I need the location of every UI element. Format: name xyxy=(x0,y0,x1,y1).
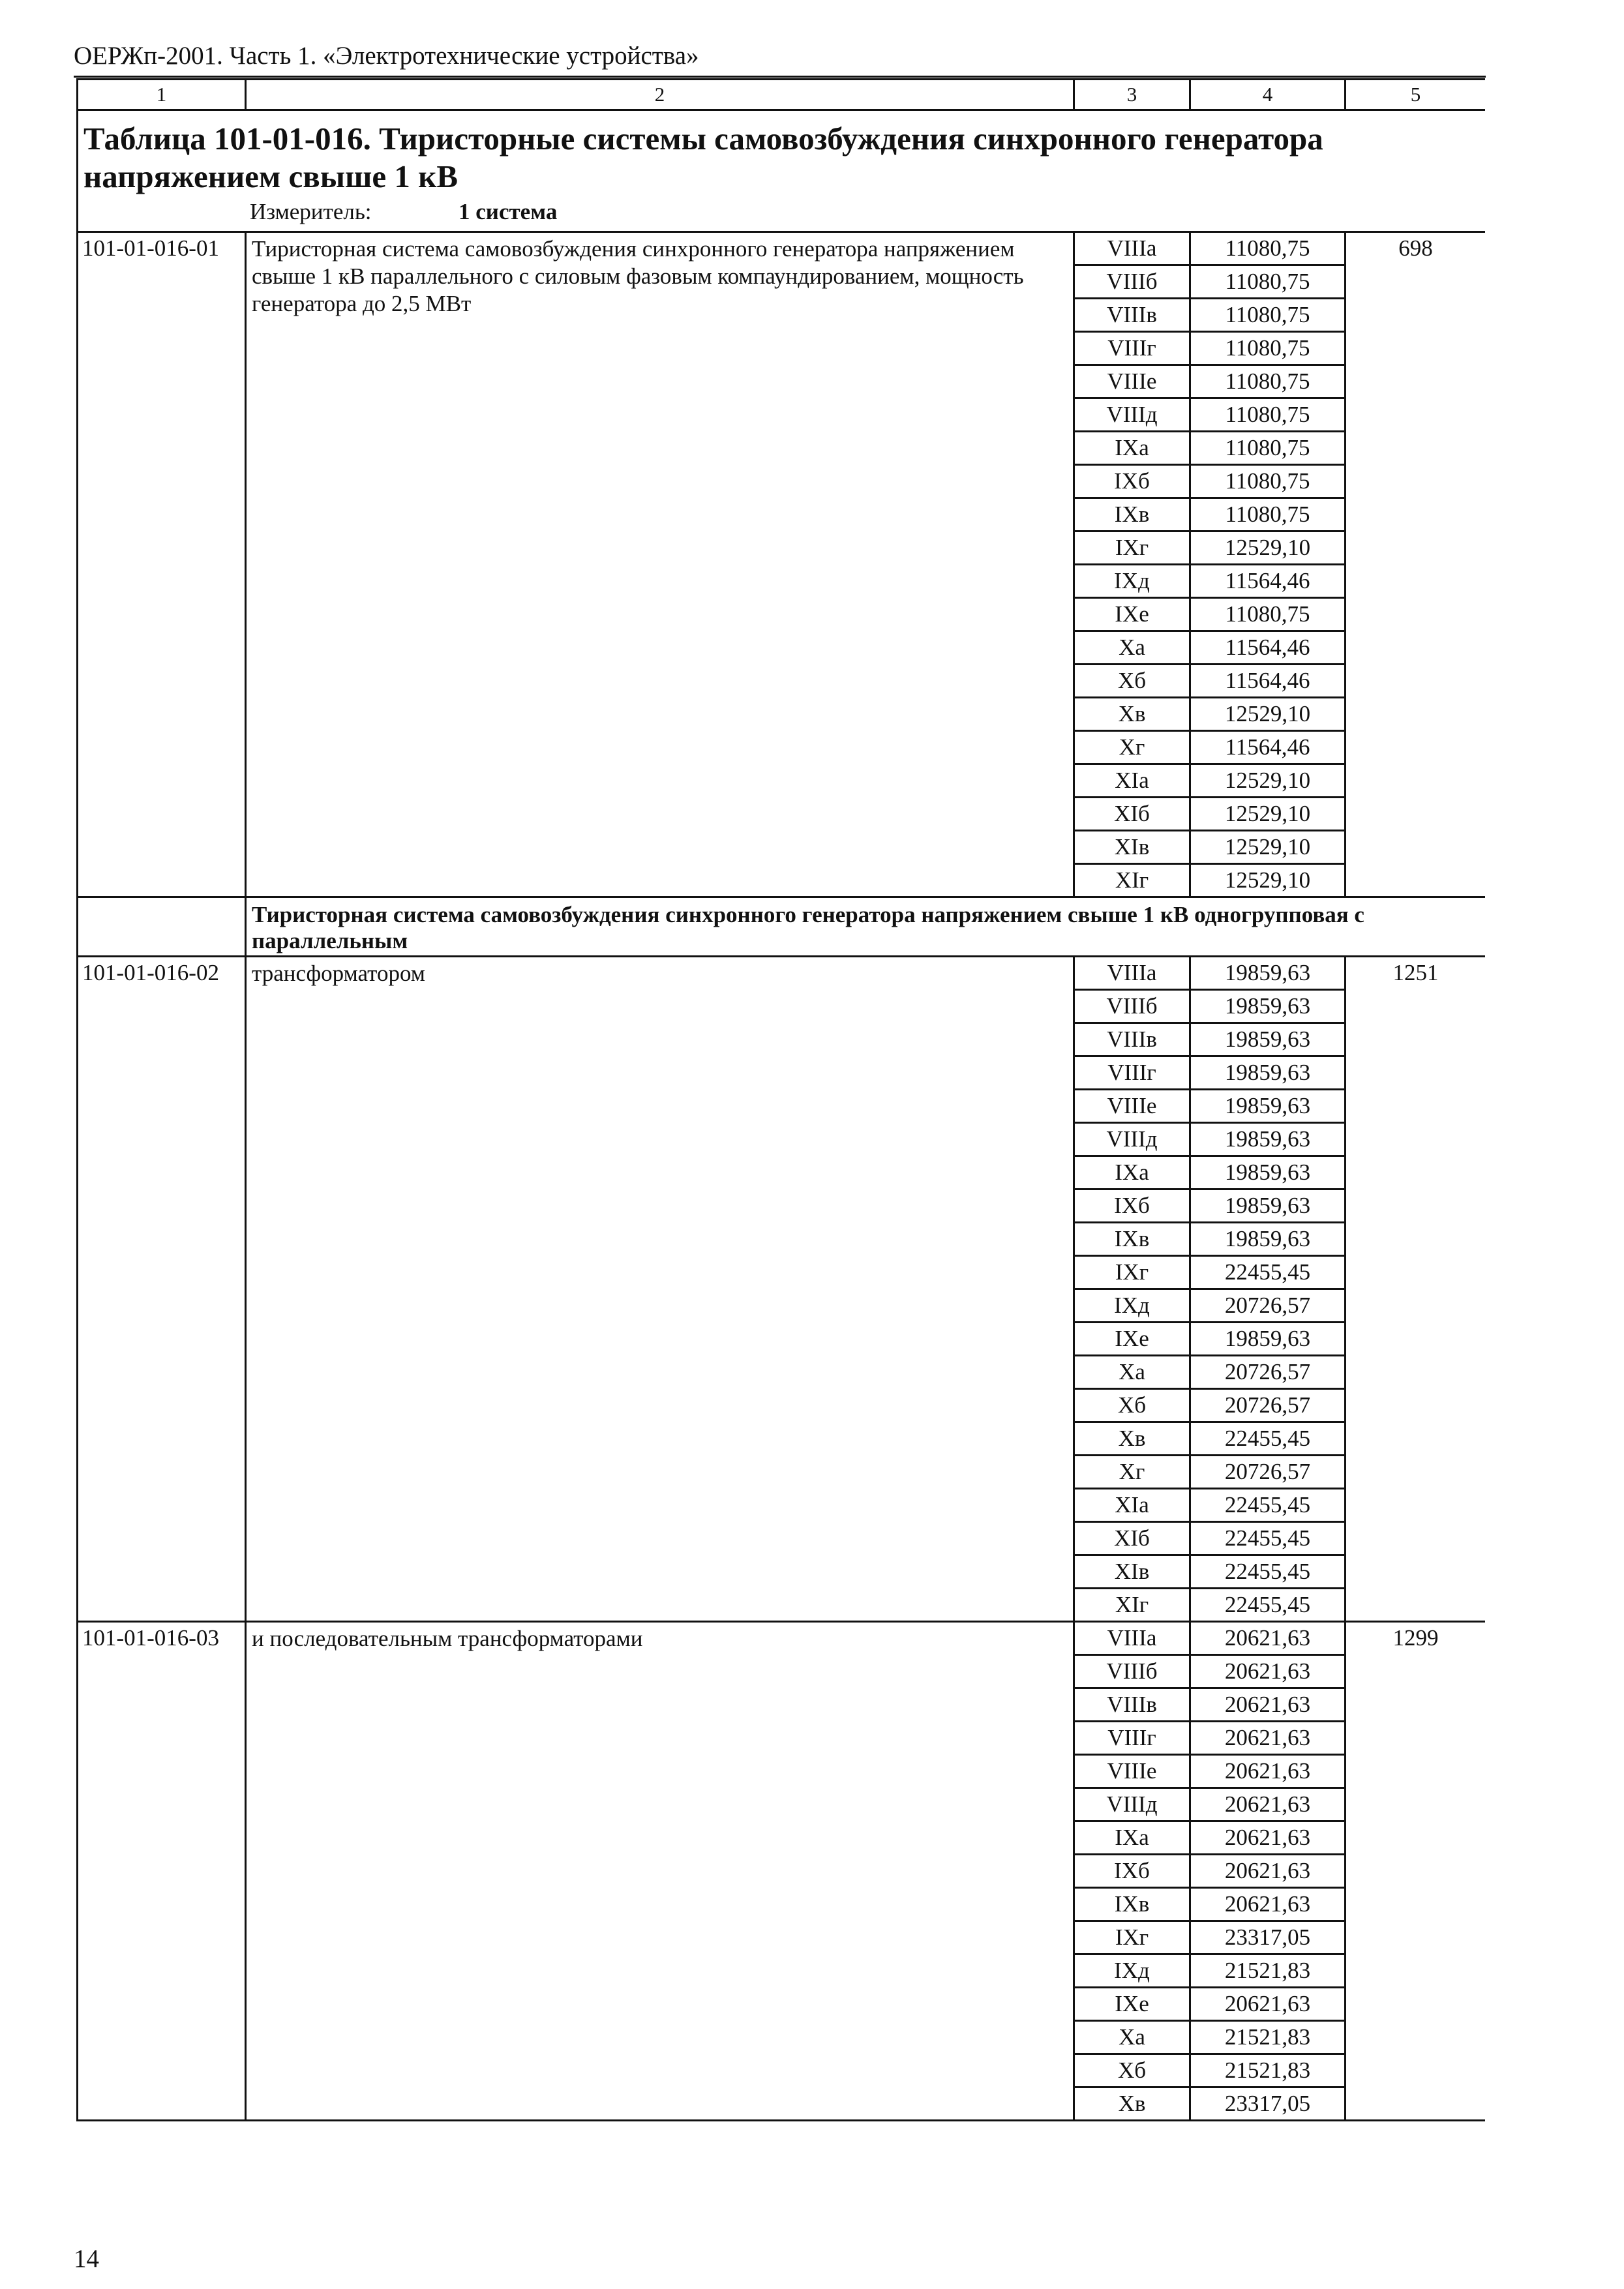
price-value-cell: 11080,75 xyxy=(1190,598,1346,631)
price-value-cell: 11564,46 xyxy=(1190,631,1346,665)
price-value-cell: 19859,63 xyxy=(1190,957,1346,990)
category-cell: VIIIе xyxy=(1074,1090,1190,1123)
price-value-cell: 21521,83 xyxy=(1190,1954,1346,1988)
column-number: 1 xyxy=(78,80,246,110)
category-cell: IXд xyxy=(1074,1954,1190,1988)
category-cell: VIIIд xyxy=(1074,1123,1190,1156)
category-cell: Xа xyxy=(1074,1356,1190,1389)
price-value-cell: 20621,63 xyxy=(1190,1688,1346,1722)
table-row xyxy=(78,957,1486,990)
column-number: 2 xyxy=(246,80,1074,110)
measure-unit xyxy=(83,198,1480,226)
price-table xyxy=(76,78,1485,2121)
record-description: Тиристорная система самовозбуждения синхронного генератора напряжением свыше 1 кВ параллельного с силовым фазовым компаундированием, мощность генератора до 2,5 МВт xyxy=(246,232,1074,897)
price-value-cell: 11080,75 xyxy=(1190,332,1346,365)
price-value-cell: 11080,75 xyxy=(1190,498,1346,531)
price-value-cell: 22455,45 xyxy=(1190,1422,1346,1456)
record-description: трансформатором xyxy=(246,957,1074,1622)
price-value-cell: 19859,63 xyxy=(1190,1023,1346,1056)
price-value-cell: 22455,45 xyxy=(1190,1489,1346,1522)
group-heading: Тиристорная система самовозбуждения синхронного генератора напряжением свыше 1 кВ одногрупповая с параллельным xyxy=(246,897,1486,957)
price-value-cell: 12529,10 xyxy=(1190,864,1346,897)
category-cell: Xг xyxy=(1074,731,1190,764)
category-cell: IXд xyxy=(1074,565,1190,598)
category-cell: Xб xyxy=(1074,2054,1190,2087)
price-value-cell: 20621,63 xyxy=(1190,1722,1346,1755)
price-value-cell: 20621,63 xyxy=(1190,1855,1346,1888)
price-value-cell: 11080,75 xyxy=(1190,232,1346,265)
category-cell: VIIIв xyxy=(1074,1688,1190,1722)
category-cell: Xб xyxy=(1074,665,1190,698)
table-row xyxy=(78,232,1486,265)
category-cell: IXг xyxy=(1074,1921,1190,1954)
record-col5-value: 1251 xyxy=(1346,957,1486,1622)
price-value-cell: 20726,57 xyxy=(1190,1389,1346,1422)
category-cell: VIIIд xyxy=(1074,1788,1190,1821)
price-value-cell: 20621,63 xyxy=(1190,1788,1346,1821)
price-value-cell: 20726,57 xyxy=(1190,1456,1346,1489)
category-cell: Xв xyxy=(1074,1422,1190,1456)
price-value-cell: 11080,75 xyxy=(1190,299,1346,332)
measure-unit-label: Измеритель: xyxy=(250,199,372,224)
category-cell: XIб xyxy=(1074,798,1190,831)
category-cell: XIг xyxy=(1074,864,1190,897)
running-header: ОЕРЖп-2001. Часть 1. «Электротехнические устройства» xyxy=(74,42,699,70)
price-value-cell: 19859,63 xyxy=(1190,1223,1346,1256)
price-value-cell: 19859,63 xyxy=(1190,1090,1346,1123)
record-code: 101-01-016-02 xyxy=(78,957,246,1622)
category-cell: IXа xyxy=(1074,1156,1190,1189)
table-title-cell xyxy=(78,110,1486,232)
category-cell: VIIIв xyxy=(1074,299,1190,332)
price-value-cell: 21521,83 xyxy=(1190,2021,1346,2054)
category-cell: VIIIв xyxy=(1074,1023,1190,1056)
category-cell: Xв xyxy=(1074,2087,1190,2121)
price-value-cell: 20621,63 xyxy=(1190,1755,1346,1788)
category-cell: IXд xyxy=(1074,1289,1190,1323)
measure-unit-value: 1 система xyxy=(459,199,558,224)
category-cell: IXб xyxy=(1074,1189,1190,1223)
price-value-cell: 20726,57 xyxy=(1190,1356,1346,1389)
column-number-row xyxy=(78,80,1486,110)
record-col5-value: 1299 xyxy=(1346,1622,1486,2121)
price-value-cell: 20726,57 xyxy=(1190,1289,1346,1323)
column-number: 5 xyxy=(1346,80,1486,110)
category-cell: VIIIб xyxy=(1074,1655,1190,1688)
record-code: 101-01-016-03 xyxy=(78,1622,246,2121)
category-cell: VIIIд xyxy=(1074,398,1190,432)
document-table-wrapper xyxy=(76,78,1485,2242)
category-cell: IXв xyxy=(1074,1888,1190,1921)
category-cell: IXа xyxy=(1074,432,1190,465)
category-cell: XIа xyxy=(1074,764,1190,798)
category-cell: XIв xyxy=(1074,831,1190,864)
category-cell: IXв xyxy=(1074,1223,1190,1256)
category-cell: XIа xyxy=(1074,1489,1190,1522)
category-cell: IXа xyxy=(1074,1821,1190,1855)
price-value-cell: 11080,75 xyxy=(1190,265,1346,299)
price-value-cell: 22455,45 xyxy=(1190,1555,1346,1589)
category-cell: VIIIб xyxy=(1074,990,1190,1023)
header-rule xyxy=(74,76,1486,78)
category-cell: Xа xyxy=(1074,631,1190,665)
category-cell: IXе xyxy=(1074,598,1190,631)
category-cell: IXв xyxy=(1074,498,1190,531)
category-cell: VIIIе xyxy=(1074,1755,1190,1788)
category-cell: VIIIб xyxy=(1074,265,1190,299)
price-value-cell: 19859,63 xyxy=(1190,990,1346,1023)
record-description: и последовательным трансформаторами xyxy=(246,1622,1074,2121)
category-cell: VIIIг xyxy=(1074,1722,1190,1755)
category-cell: IXг xyxy=(1074,531,1190,565)
price-value-cell: 22455,45 xyxy=(1190,1589,1346,1622)
table-title: Таблица 101-01-016. Тиристорные системы самовозбуждения синхронного генератора напряжением свыше 1 кВ xyxy=(83,121,1323,194)
category-cell: IXг xyxy=(1074,1256,1190,1289)
price-value-cell: 20621,63 xyxy=(1190,1888,1346,1921)
price-value-cell: 11564,46 xyxy=(1190,565,1346,598)
price-value-cell: 19859,63 xyxy=(1190,1056,1346,1090)
category-cell: Xб xyxy=(1074,1389,1190,1422)
category-cell: VIIIа xyxy=(1074,232,1190,265)
price-value-cell: 23317,05 xyxy=(1190,1921,1346,1954)
table-title-row xyxy=(78,110,1486,232)
price-value-cell: 12529,10 xyxy=(1190,531,1346,565)
column-number: 4 xyxy=(1190,80,1346,110)
price-value-cell: 19859,63 xyxy=(1190,1123,1346,1156)
category-cell: IXб xyxy=(1074,1855,1190,1888)
category-cell: VIIIа xyxy=(1074,1622,1190,1655)
price-value-cell: 20621,63 xyxy=(1190,1655,1346,1688)
price-value-cell: 11080,75 xyxy=(1190,398,1346,432)
price-value-cell: 12529,10 xyxy=(1190,764,1346,798)
category-cell: IXб xyxy=(1074,465,1190,498)
price-value-cell: 11080,75 xyxy=(1190,365,1346,398)
price-value-cell: 22455,45 xyxy=(1190,1522,1346,1555)
category-cell: Xг xyxy=(1074,1456,1190,1489)
category-cell: Xа xyxy=(1074,2021,1190,2054)
category-cell: XIг xyxy=(1074,1589,1190,1622)
price-value-cell: 12529,10 xyxy=(1190,831,1346,864)
price-value-cell: 11080,75 xyxy=(1190,432,1346,465)
category-cell: VIIIа xyxy=(1074,957,1190,990)
record-code: 101-01-016-01 xyxy=(78,232,246,897)
page-number: 14 xyxy=(74,2245,99,2273)
price-value-cell: 20621,63 xyxy=(1190,1988,1346,2021)
category-cell: XIв xyxy=(1074,1555,1190,1589)
price-value-cell: 11080,75 xyxy=(1190,465,1346,498)
price-value-cell: 23317,05 xyxy=(1190,2087,1346,2121)
category-cell: VIIIг xyxy=(1074,1056,1190,1090)
category-cell: VIIIг xyxy=(1074,332,1190,365)
category-cell: VIIIе xyxy=(1074,365,1190,398)
price-value-cell: 19859,63 xyxy=(1190,1189,1346,1223)
price-value-cell: 21521,83 xyxy=(1190,2054,1346,2087)
column-number: 3 xyxy=(1074,80,1190,110)
price-value-cell: 11564,46 xyxy=(1190,731,1346,764)
category-cell: IXе xyxy=(1074,1988,1190,2021)
price-value-cell: 19859,63 xyxy=(1190,1156,1346,1189)
table-row xyxy=(78,1622,1486,1655)
price-value-cell: 11564,46 xyxy=(1190,665,1346,698)
group-heading-code-cell xyxy=(78,897,246,957)
price-value-cell: 19859,63 xyxy=(1190,1323,1346,1356)
price-value-cell: 20621,63 xyxy=(1190,1622,1346,1655)
price-value-cell: 22455,45 xyxy=(1190,1256,1346,1289)
category-cell: IXе xyxy=(1074,1323,1190,1356)
price-value-cell: 12529,10 xyxy=(1190,798,1346,831)
record-col5-value: 698 xyxy=(1346,232,1486,897)
category-cell: Xв xyxy=(1074,698,1190,731)
price-value-cell: 20621,63 xyxy=(1190,1821,1346,1855)
category-cell: XIб xyxy=(1074,1522,1190,1555)
price-value-cell: 12529,10 xyxy=(1190,698,1346,731)
group-heading-row xyxy=(78,897,1486,957)
